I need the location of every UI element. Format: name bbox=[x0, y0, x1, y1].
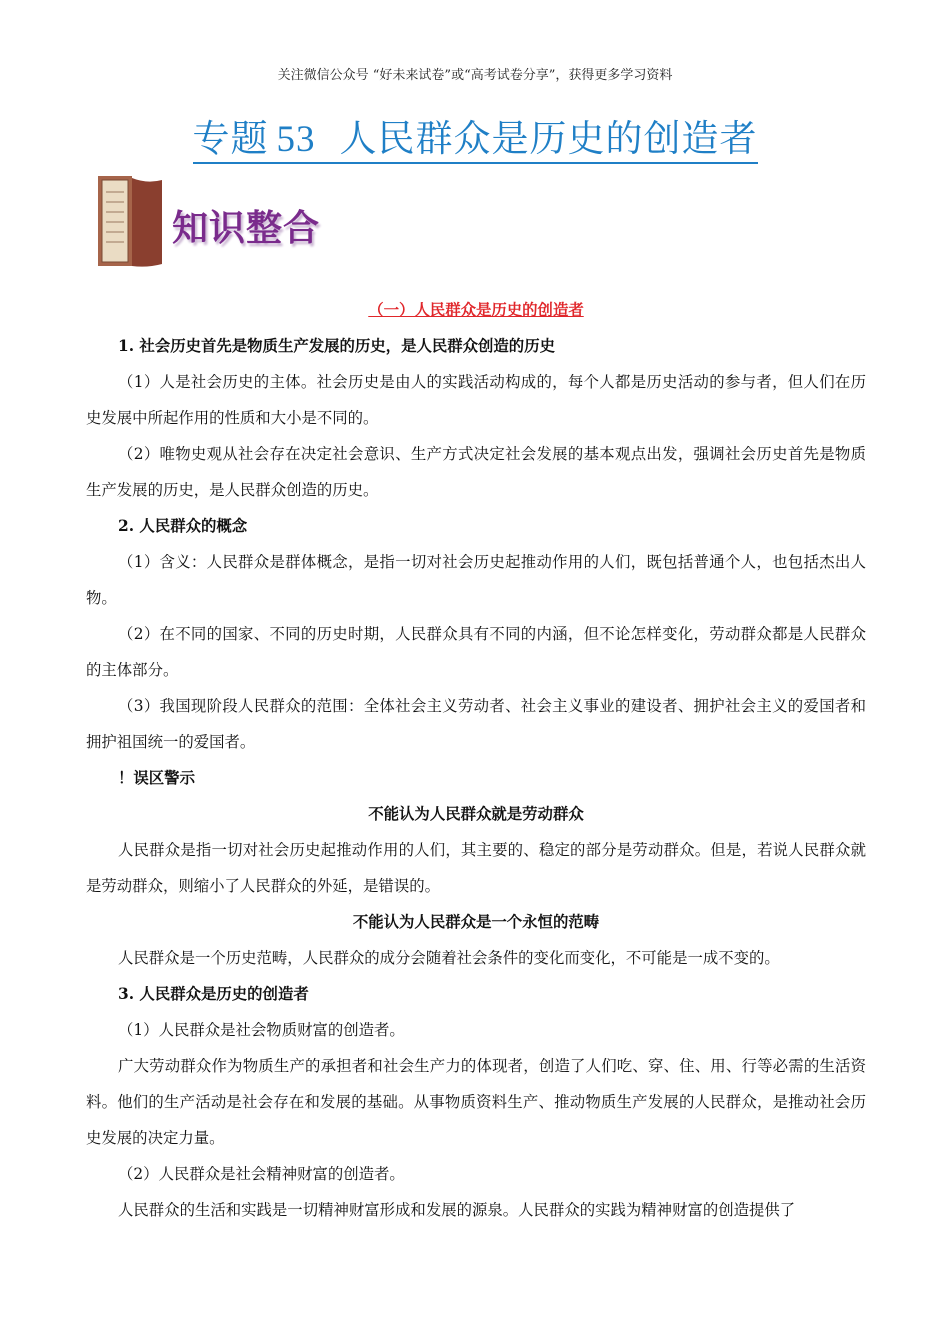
page-title bbox=[0, 108, 950, 162]
paragraph: （2）在不同的国家、不同的历史时期，人民群众具有不同的内涵，但不论怎样变化，劳动群众都是人民群众的主体部分。 bbox=[86, 625, 866, 679]
paragraph: 人民群众是指一切对社会历史起推动作用的人们，其主要的、稳定的部分是劳动群众。但是，若说人民群众就是劳动群众，则缩小了人民群众的外延，是错误的。 bbox=[86, 841, 866, 895]
paragraph: （3）我国现阶段人民群众的范围：全体社会主义劳动者、社会主义事业的建设者、拥护社会主义的爱国者和拥护祖国统一的爱国者。 bbox=[86, 697, 866, 751]
paragraph: （1）人是社会历史的主体。社会历史是由人的实践活动构成的，每个人都是历史活动的参与者，但人们在历史发展中所起作用的性质和大小是不同的。 bbox=[86, 373, 866, 427]
paragraph: 广大劳动群众作为物质生产的承担者和社会生产力的体现者，创造了人们吃、穿、住、用、行等必需的生活资料。他们的生产活动是社会存在和发展的基础。从事物质资料生产、推动物质生产发展的人民群众，是推动社会历史发展的决定力量。 bbox=[86, 1057, 866, 1147]
warning-heading: ！误区警示 bbox=[118, 769, 195, 787]
point-3-heading: 3. 人民群众是历史的创造者 bbox=[118, 985, 309, 1003]
header-note: 关注微信公众号 “好未来试卷”或“高考试卷分享”，获得更多学习资料 bbox=[277, 68, 673, 83]
section-heading: （一）人民群众是历史的创造者 bbox=[368, 301, 584, 319]
paragraph: 人民群众是一个历史范畴，人民群众的成分会随着社会条件的变化而变化，不可能是一成不变的。 bbox=[118, 949, 780, 967]
warning-1-title: 不能认为人民群众就是劳动群众 bbox=[368, 805, 584, 823]
title-text: 人民群众是历史的创造者 bbox=[340, 117, 758, 164]
paragraph: （2）人民群众是社会精神财富的创造者。 bbox=[118, 1165, 405, 1183]
warning-2-title: 不能认为人民群众是一个永恒的范畴 bbox=[352, 913, 600, 931]
point-2-heading: 2. 人民群众的概念 bbox=[118, 517, 248, 535]
paragraph: （1）含义：人民群众是群体概念，是指一切对社会历史起推动作用的人们，既包括普通个人，也包括杰出人物。 bbox=[86, 553, 866, 607]
document-body bbox=[86, 292, 866, 1228]
title-prefix: 专题 bbox=[193, 117, 269, 164]
title-number: 53 bbox=[277, 119, 316, 164]
paragraph: 人民群众的生活和实践是一切精神财富形成和发展的源泉。人民群众的实践为精神财富的创造提供了 bbox=[118, 1201, 796, 1219]
paragraph: （1）人民群众是社会物质财富的创造者。 bbox=[118, 1021, 405, 1039]
knowledge-banner-label: 知识整合 bbox=[172, 208, 321, 249]
point-1-heading: 1. 社会历史首先是物质生产发展的历史，是人民群众创造的历史 bbox=[118, 337, 555, 355]
paragraph: （2）唯物史观从社会存在决定社会意识、生产方式决定社会发展的基本观点出发，强调社会历史首先是物质生产发展的历史，是人民群众创造的历史。 bbox=[86, 445, 866, 499]
